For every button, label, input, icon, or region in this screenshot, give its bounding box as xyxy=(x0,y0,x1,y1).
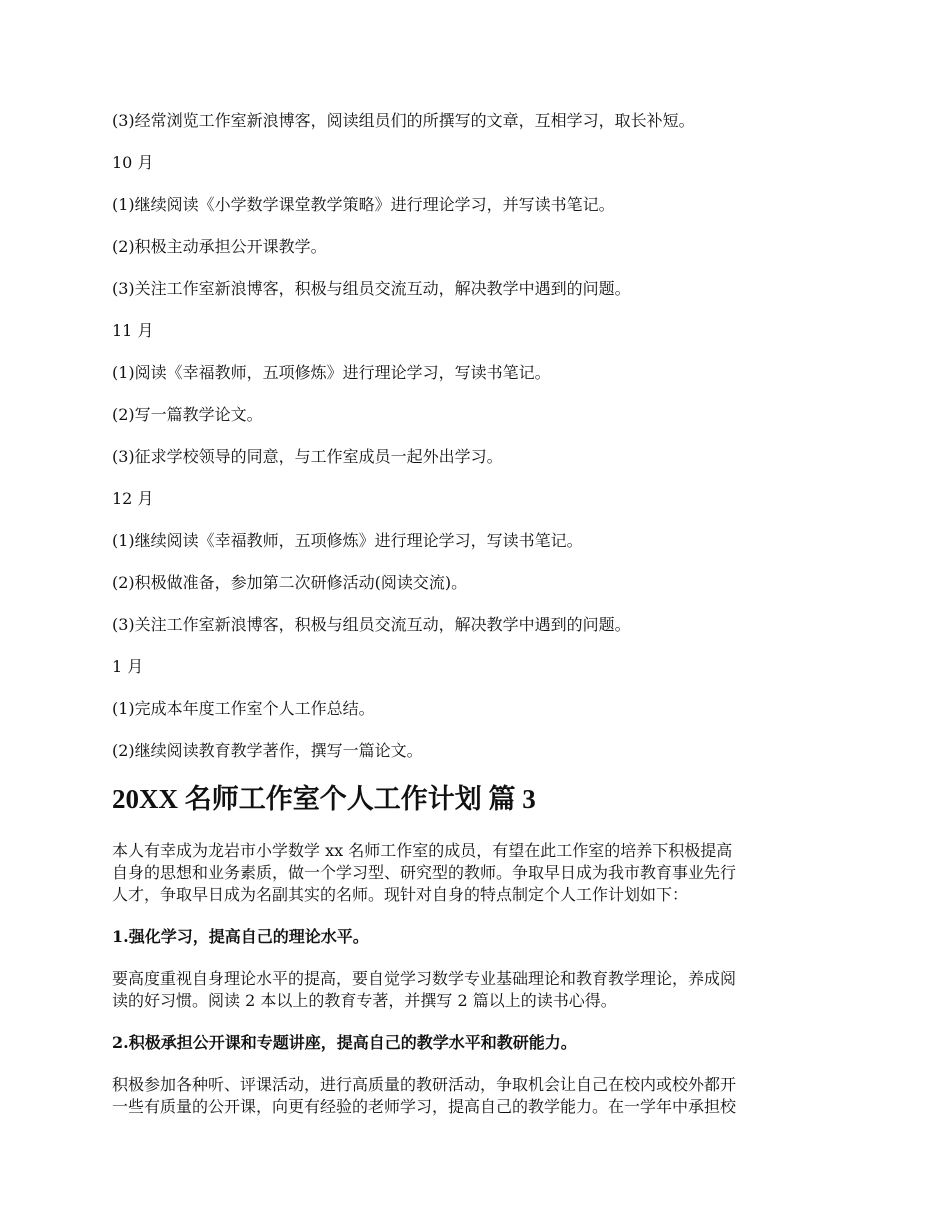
list-item: (3)经常浏览工作室新浪博客，阅读组员们的所撰写的文章，互相学习，取长补短。 xyxy=(112,111,695,130)
list-item: (2)继续阅读教育教学著作，撰写一篇论文。 xyxy=(112,741,423,760)
list-item: (2)积极主动承担公开课教学。 xyxy=(112,237,327,256)
paragraph-line: 自身的思想和业务素质，做一个学习型、研究型的教师。争取早日成为我市教育事业先行 xyxy=(112,863,737,882)
list-item: (1)继续阅读《幸福教师，五项修炼》进行理论学习，写读书笔记。 xyxy=(112,531,583,550)
month-label: 1 月 xyxy=(112,657,144,676)
list-item: (3)关注工作室新浪博客，积极与组员交流互动，解决教学中遇到的问题。 xyxy=(112,615,631,634)
paragraph-line: 要高度重视自身理论水平的提高，要自觉学习数学专业基础理论和教育教学理论，养成阅 xyxy=(112,969,737,988)
subsection-paragraph-2 xyxy=(112,1074,842,1118)
month-label: 11 月 xyxy=(112,321,154,340)
month-label: 12 月 xyxy=(112,489,154,508)
month-label: 10 月 xyxy=(112,153,154,172)
list-item: (2)积极做准备，参加第二次研修活动(阅读交流)。 xyxy=(112,573,468,592)
paragraph-line: 一些有质量的公开课，向更有经验的老师学习，提高自己的教学能力。在一学年中承担校 xyxy=(112,1097,737,1116)
document-page xyxy=(112,110,842,1138)
section-heading: 20XX 名师工作室个人工作计划 篇 3 xyxy=(112,784,536,814)
list-item: (2)写一篇教学论文。 xyxy=(112,405,263,424)
top-list xyxy=(112,110,842,762)
subsection-title-2: 2.积极承担公开课和专题讲座，提高自己的教学水平和教研能力。 xyxy=(112,1033,577,1052)
subsection-title-1: 1.强化学习，提高自己的理论水平。 xyxy=(112,927,369,946)
list-item: (1)完成本年度工作室个人工作总结。 xyxy=(112,699,375,718)
paragraph-line: 人才，争取早日成为名副其实的名师。现针对自身的特点制定个人工作计划如下： xyxy=(112,885,689,904)
paragraph-line: 积极参加各种听、评课活动，进行高质量的教研活动，争取机会让自己在校内或校外都开 xyxy=(112,1075,737,1094)
list-item: (1)阅读《幸福教师，五项修炼》进行理论学习，写读书笔记。 xyxy=(112,363,551,382)
subsection-paragraph-1 xyxy=(112,968,842,1012)
intro-paragraph xyxy=(112,840,842,906)
list-item: (1)继续阅读《小学数学课堂教学策略》进行理论学习，并写读书笔记。 xyxy=(112,195,615,214)
paragraph-line: 本人有幸成为龙岩市小学数学 xx 名师工作室的成员，有望在此工作室的培养下积极提高 xyxy=(112,841,733,860)
list-item: (3)征求学校领导的同意，与工作室成员一起外出学习。 xyxy=(112,447,503,466)
list-item: (3)关注工作室新浪博客，积极与组员交流互动，解决教学中遇到的问题。 xyxy=(112,279,631,298)
paragraph-line: 读的好习惯。阅读 2 本以上的教育专著，并撰写 2 篇以上的读书心得。 xyxy=(112,991,617,1010)
